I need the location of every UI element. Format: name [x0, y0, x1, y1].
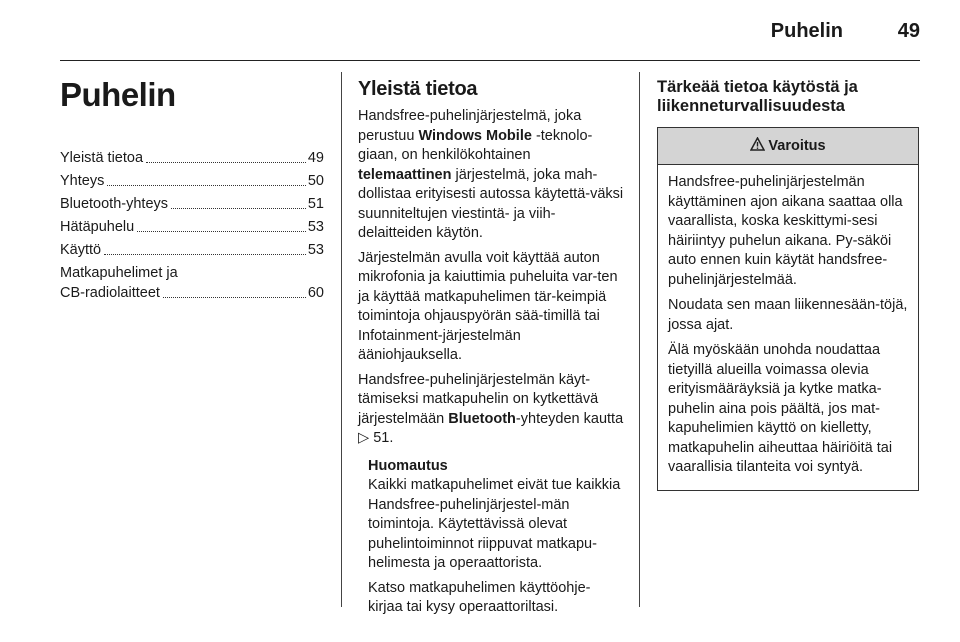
note-box [368, 457, 624, 618]
toc-page: 60 [307, 285, 324, 301]
warning-triangle-icon [750, 137, 765, 155]
toc-leader-dots [171, 208, 306, 209]
column-divider-1 [341, 72, 342, 607]
toc-leader-dots [104, 254, 306, 255]
toc-entry[interactable] [60, 171, 324, 191]
warning-body [658, 165, 918, 490]
toc-page: 50 [307, 173, 324, 189]
toc-page: 53 [307, 219, 324, 235]
toc-label: Hätäpuhelu [60, 219, 135, 235]
page-reference[interactable]: 51 [373, 430, 390, 446]
note-paragraph-1: Kaikki matkapuhelimet eivät tue kaikkia Handsfree-puhelinjärjestel-män toimintoja. Käytettävissä olevat puhelintoiminnot riippuvat matkapu-helimesta ja operaattorista. [368, 477, 621, 571]
toc-entry[interactable] [60, 240, 324, 260]
page-reference-arrow-icon: ▷ [358, 430, 370, 446]
warning-label: Varoitus [768, 138, 826, 154]
toc-entry[interactable] [60, 194, 324, 214]
toc-leader-dots [137, 231, 306, 232]
general-paragraph-2: Järjestelmän avulla voit käyttää auton mikrofonia ja kaiuttimia puheluita var-ten ja käyttää matkapuhelimen tär-keimpiä toimintoja ohjauspyörän sää-timillä tai Infotainment-järjestelmän ääniohjauksella. [358, 249, 618, 363]
telematic-term: telemaattinen [358, 166, 452, 183]
warning-header [658, 128, 918, 165]
toc-entry[interactable] [60, 148, 324, 168]
general-paragraph-3: Handsfree-puhelinjärjestelmän käyt-tämiseksi matkapuhelin on kytkettävä järjestelmään Bluetooth-yhteyden kautta ▷ 51. [358, 371, 624, 446]
toc-label: Käyttö [60, 242, 102, 258]
general-info-column [358, 72, 624, 623]
warning-box [657, 127, 919, 491]
page-number: 49 [897, 20, 920, 42]
column-divider-2 [639, 72, 640, 607]
toc-label: Yhteys [60, 173, 105, 189]
warning-paragraph-3: Älä myöskään unohda noudattaa tietyillä alueilla voimassa olevia erityismääräyksiä ja kytke matka-puhelin aina pois päältä, jos mat-kapuhelimien käyttö on kielletty, matkapuhelin aiheuttaa häiriöitä tai vaarallisia tilanteita voi syntyä. [668, 342, 893, 475]
chapter-column [60, 72, 324, 303]
windows-mobile-term: Windows Mobile [418, 127, 532, 144]
header-divider [60, 60, 920, 61]
general-paragraph-1: Handsfree-puhelinjärjestelmä, joka perustuu Windows Mobile -teknolo-giaan, on henkilökohtainen telemaattinen järjestelmä, joka mah-dollistaa erityisesti autossa käytettä-väksi suunniteltujen viestintä- ja viih-delaitteiden käytön. [358, 108, 624, 241]
safety-column [657, 72, 919, 491]
toc-page: 53 [307, 242, 324, 258]
toc-leader-dots [163, 297, 306, 298]
section-title-safety: Tärkeää tietoa käytöstä ja liikenneturvallisuudesta [657, 78, 858, 115]
section-title-general: Yleistä tietoa [358, 78, 478, 100]
toc-label: Yleistä tietoa [60, 150, 144, 166]
warning-paragraph-1: Handsfree-puhelinjärjestelmän käyttäminen ajon aikana saattaa olla vaarallista, koska keskittymi-sesi häiriintyy puhelun aikana. Py-säköi auto ennen kuin käytät handsfree-puhelinjärjestelmää. [668, 174, 903, 288]
toc-entry-matkapuhelimet[interactable] [60, 263, 324, 303]
running-header-title: Puhelin [770, 20, 843, 42]
toc-page: 51 [307, 196, 324, 212]
toc-entry[interactable] [60, 217, 324, 237]
chapter-title: Puhelin [60, 76, 176, 113]
note-title: Huomautus [368, 457, 448, 474]
table-of-contents [60, 148, 324, 260]
warning-paragraph-2: Noudata sen maan liikennesään-töjä, jossa ajat. [668, 297, 908, 333]
toc-leader-dots [146, 162, 306, 163]
note-paragraph-2: Katso matkapuhelimen käyttöohje-kirjaa tai kysy operaattoriltasi. [368, 579, 591, 615]
toc-leader-dots [107, 185, 306, 186]
bluetooth-term: Bluetooth [448, 410, 516, 427]
toc-label-line2: CB-radiolaitteet [60, 285, 160, 301]
toc-label: Bluetooth-yhteys [60, 196, 169, 212]
toc-label-line1: Matkapuhelimet ja [60, 265, 178, 281]
toc-page: 49 [307, 150, 324, 166]
